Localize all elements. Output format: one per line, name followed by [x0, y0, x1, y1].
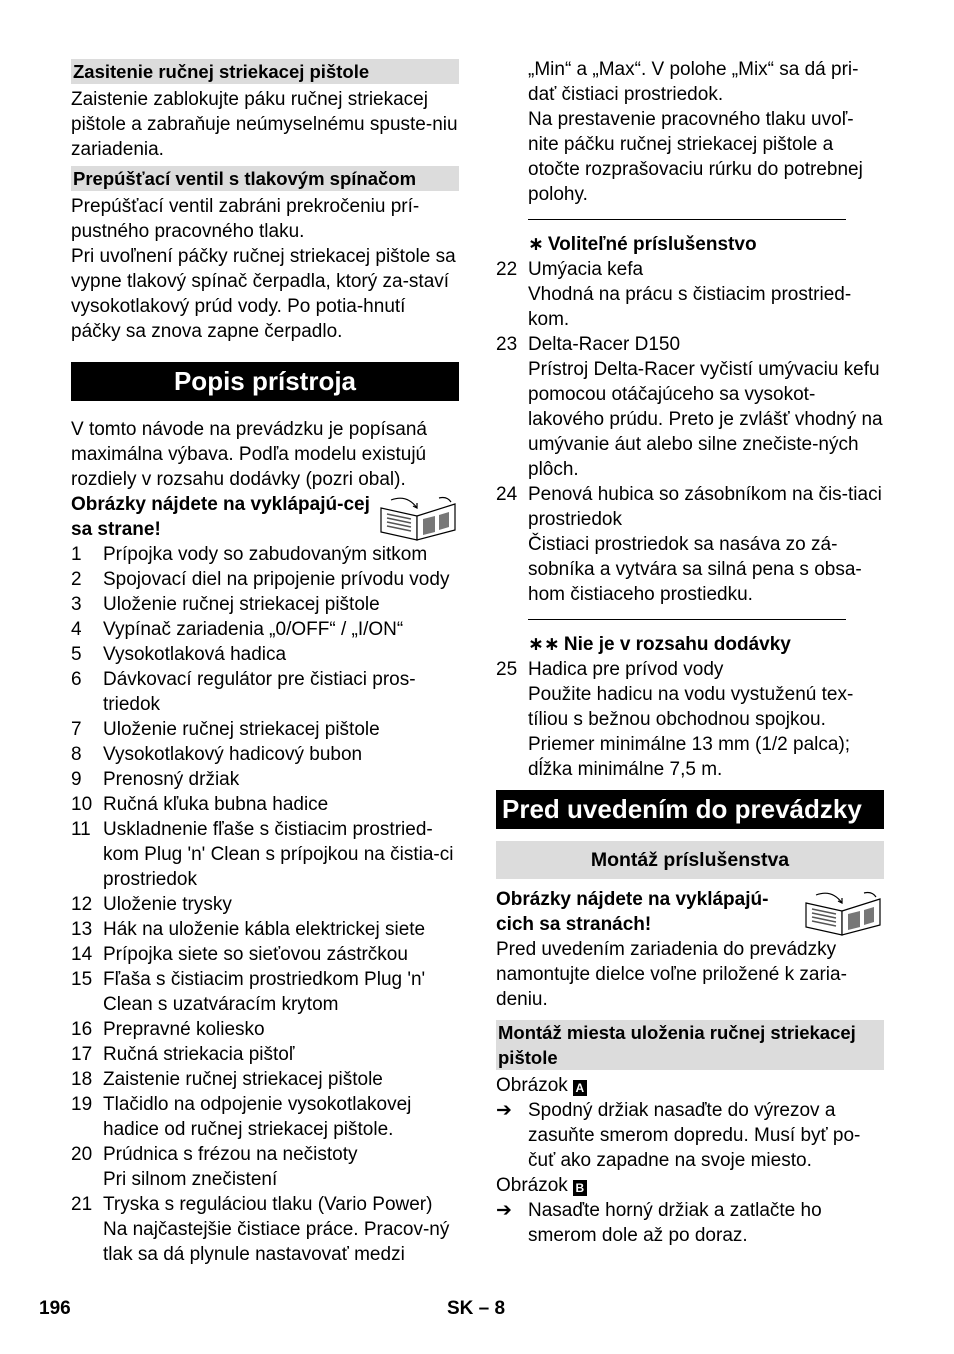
section-heading-device-description: Popis prístroja	[71, 362, 459, 401]
list-item: 10 Ručná kľuka bubna hadice	[71, 794, 329, 815]
section-heading-overflow-valve: Prepúšťací ventil s tlakovým spínačom	[71, 166, 459, 191]
optional-accessories-heading: ∗ Voliteľné príslušenstvo	[528, 234, 757, 255]
figures-note-row	[496, 887, 884, 937]
continued-text-1: „Min“ a „Max“. V polohe „Mix“ sa dá pri-dať čistiaci prostriedok.	[528, 59, 859, 105]
overflow-valve-text-1: Prepúšťací ventil zabráni prekročeniu prí-pustného pracovného tlaku.	[71, 196, 420, 242]
item-21-note: Na najčastejšie čistiace práce. Pracov-ný tlak sa dá plynule nastavovať medzi	[103, 1219, 450, 1265]
list-item: 22 Umýacia kefa	[496, 259, 644, 280]
overflow-valve-text-2: Pri uvoľnení páčky ručnej striekacej pištole sa vypne tlakový spínač čerpadla, ktorý za-staví vysokotlakový prúd vody. Po potia-hnutí páčky sa znova zapne čerpadlo.	[71, 246, 456, 342]
list-item: 8 Vysokotlakový hadicový bubon	[71, 744, 363, 765]
list-item: 11 Uskladnenie fľaše s čistiacim prostried-kom Plug 'n' Clean s prípojkou na čistia-ci prostriedok	[71, 819, 454, 890]
list-item: 1 Prípojka vody so zabudovaným sitkom	[71, 544, 428, 565]
figures-note: Obrázky nájdete na vyklápajú-cich sa stranách!	[496, 889, 769, 935]
list-item: 6 Dávkovací regulátor pre čistiaci pros-triedok	[71, 669, 416, 715]
open-book-icon	[377, 494, 459, 542]
continued-text-2: Na prestavenie pracovného tlaku uvoľ-nite páčku ručnej striekacej pištole a otočte rozprašovaciu rúrku do potrebnej polohy.	[528, 109, 863, 205]
gun-lock-text: Zaistenie zablokujte páku ručnej striekacej pištole a zabraňuje neúmyselnému spuste-niu zariadenia.	[71, 89, 458, 160]
parts-list	[71, 542, 459, 1267]
left-column	[71, 57, 459, 1267]
step-1: ➔ Spodný držiak nasaďte do výrezov a zasuňte smerom dopredu. Musí byť po-čuť ako zapadne na svoje miesto.	[496, 1100, 861, 1171]
page-number: 196	[39, 1298, 71, 1319]
list-item: 4 Vypínač zariadenia „0/OFF“ / „I/ON“	[71, 619, 404, 640]
item-23-note: Prístroj Delta-Racer vyčistí umývaciu kefu pomocou otáčajúceho sa vysokot-lakového prúdu. Preto je zvlášť vhodný na umývanie áut alebo silne znečiste-ných plôch.	[528, 359, 883, 480]
list-item: 7 Uloženie ručnej striekacej pištole	[71, 719, 380, 740]
item-24-note: Čistiaci prostriedok sa nasáva zo zá-sobníka a vytvára sa silná pena s obsa-hom čistiaceho prostiedku.	[528, 534, 862, 605]
asterisk-icon: ∗	[528, 234, 544, 255]
list-item: 17 Ručná striekacia pištoľ	[71, 1044, 295, 1065]
list-item: 5 Vysokotlaková hadica	[71, 644, 287, 665]
list-item: 12 Uloženie trysky	[71, 894, 232, 915]
list-item: 25 Hadica pre prívod vody	[496, 659, 724, 680]
double-asterisk-icon: ∗∗	[528, 634, 560, 655]
list-item: 18 Zaistenie ručnej striekacej pištole	[71, 1069, 383, 1090]
list-item: 15 Fľaša s čistiacim prostriedkom Plug 'n' Clean s uzatváracím krytom	[71, 969, 426, 1015]
description-intro: V tomto návode na prevádzku je popísaná maximálna výbava. Podľa modelu existujú rozdiely v rozsahu dodávky (pozri obal).	[71, 419, 427, 490]
step-2: ➔ Nasaďte horný držiak a zatlačte ho smerom dole až po doraz.	[496, 1200, 822, 1246]
assembly-text: Pred uvedením zariadenia do prevádzky namontujte dielce voľne priložené k zaria-deniu.	[496, 939, 847, 1010]
right-column	[496, 57, 884, 1248]
list-item: 19 Tlačidlo na odpojenie vysokotlakovej hadice od ručnej striekacej pištole.	[71, 1094, 412, 1140]
figure-label-a: A	[573, 1080, 587, 1096]
list-item: 14 Prípojka siete so sieťovou zástrčkou	[71, 944, 408, 965]
section-heading-accessory-assembly: Montáž príslušenstva	[496, 841, 884, 879]
section-heading-gun-lock: Zasitenie ručnej striekacej pištole	[71, 59, 459, 84]
arrow-right-icon: ➔	[496, 1100, 512, 1121]
item-20-note: Pri silnom znečistení	[103, 1169, 278, 1190]
section-heading-gun-holder-mount: Montáž miesta uloženia ručnej striekacej pištole	[496, 1020, 884, 1070]
not-included-heading: ∗∗ Nie je v rozsahu dodávky	[528, 634, 791, 655]
item-22-note: Vhodná na prácu s čistiacim prostried-kom.	[528, 284, 852, 330]
figures-note-row	[71, 492, 459, 542]
open-book-icon	[802, 889, 884, 937]
figure-a-ref: Obrázok A	[496, 1073, 884, 1098]
section-heading-before-startup: Pred uvedením do prevádzky	[496, 790, 884, 829]
list-item: 2 Spojovací diel na pripojenie prívodu vody	[71, 569, 450, 590]
arrow-right-icon: ➔	[496, 1200, 512, 1221]
figure-b-ref: Obrázok B	[496, 1173, 884, 1198]
divider	[528, 619, 846, 620]
list-item: 23 Delta-Racer D150	[496, 334, 681, 355]
item-25-note: Použite hadicu na vodu vystuženú tex-tíliou s bežnou obchodnou spojkou.	[528, 684, 854, 730]
list-item: 21 Tryska s reguláciou tlaku (Vario Power)	[71, 1194, 433, 1215]
figure-label-b: B	[573, 1180, 587, 1196]
list-item: 9 Prenosný držiak	[71, 769, 240, 790]
language-page-code: SK – 8	[447, 1298, 506, 1319]
list-item: 20 Prúdnica s frézou na nečistoty	[71, 1144, 358, 1165]
item-25-note-2: Priemer minimálne 13 mm (1/2 palca); dĺžka minimálne 7,5 m.	[528, 734, 851, 780]
list-item: 13 Hák na uloženie kábla elektrickej siete	[71, 919, 426, 940]
list-item: 24 Penová hubica so zásobníkom na čis-tiaci prostriedok	[496, 484, 882, 530]
figures-note: Obrázky nájdete na vyklápajú-cej sa strane!	[71, 494, 370, 540]
list-item: 3 Uloženie ručnej striekacej pištole	[71, 594, 380, 615]
list-item: 16 Prepravné koliesko	[71, 1019, 265, 1040]
divider	[528, 219, 846, 220]
